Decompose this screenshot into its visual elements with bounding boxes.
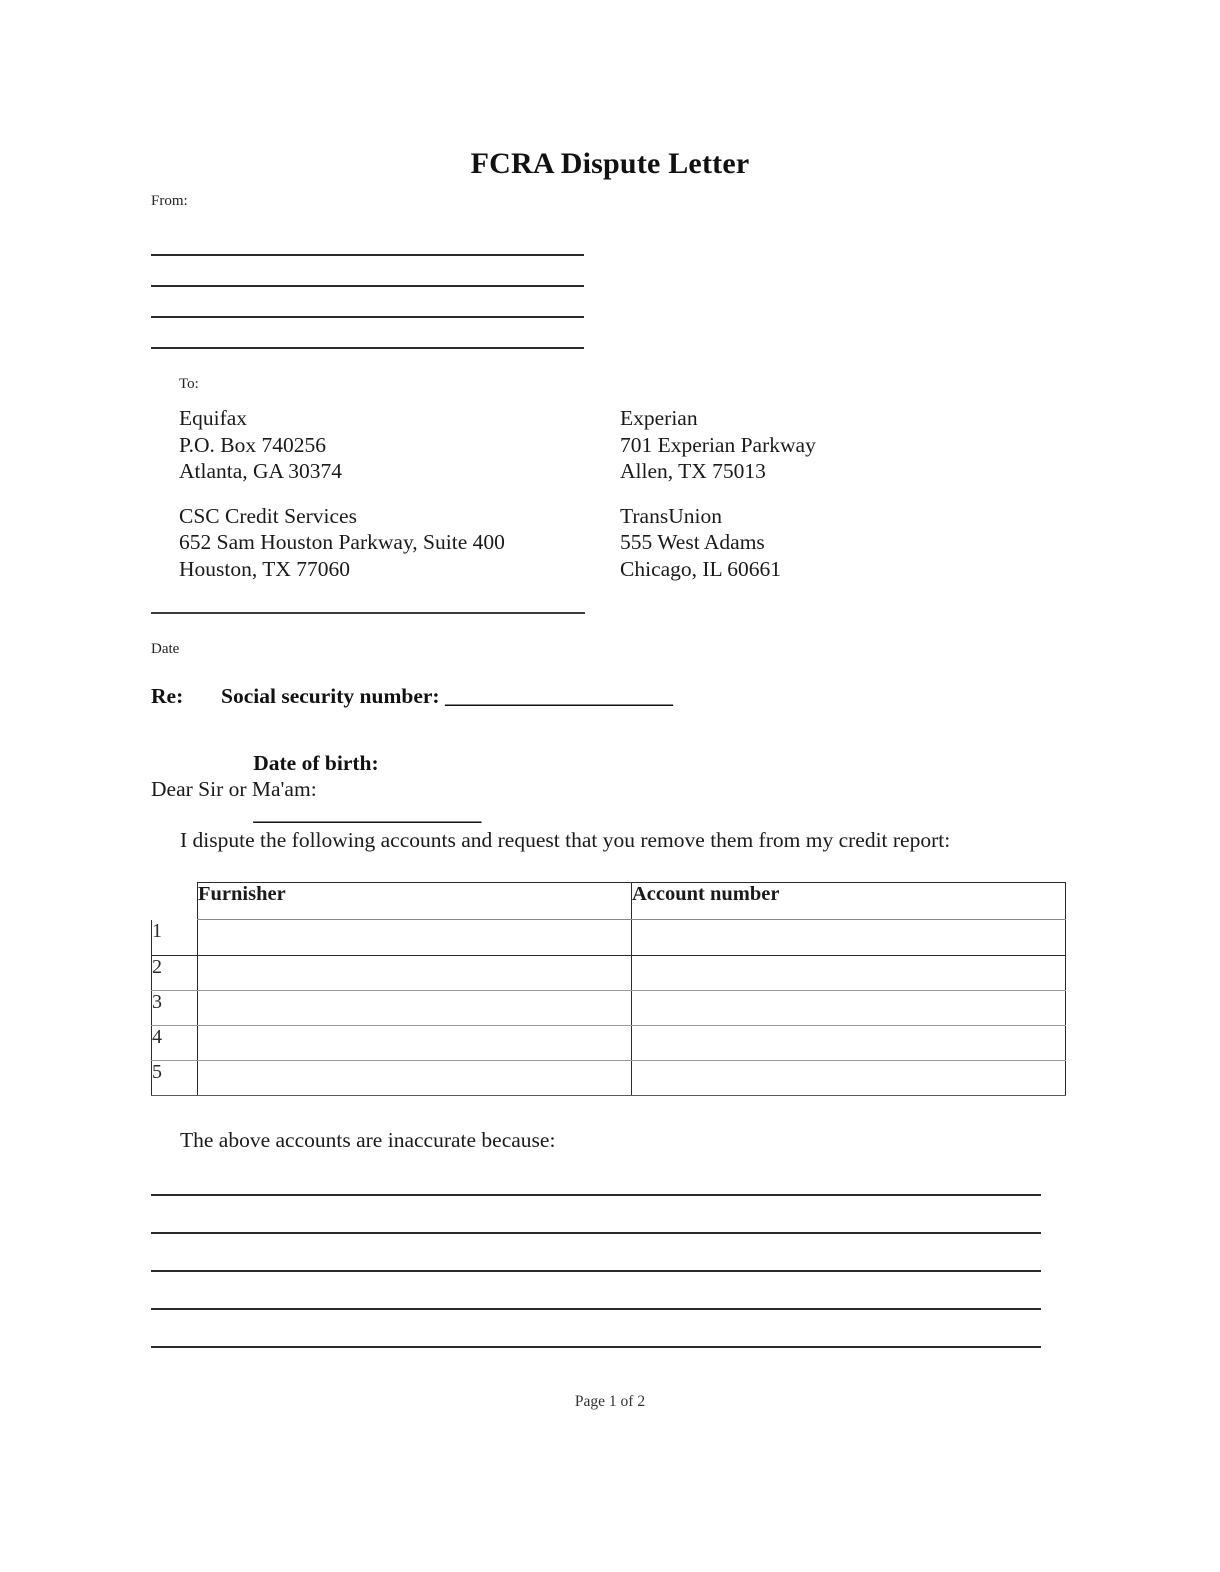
re-ssn-line <box>151 684 673 709</box>
cell-account-number[interactable] <box>632 956 1066 991</box>
cell-account-number[interactable] <box>632 920 1066 956</box>
recipient-name: Experian <box>620 406 698 430</box>
table-row <box>152 920 1066 956</box>
explanation-line-2[interactable] <box>151 1200 1041 1238</box>
page-footer: Page 1 of 2 <box>574 1393 646 1410</box>
dob-label: Date of birth: <box>253 751 379 775</box>
recipient-experian <box>620 405 1061 485</box>
recipient-street: 652 Sam Houston Parkway, Suite 400 <box>179 530 505 555</box>
explanation-line-1[interactable] <box>151 1162 1041 1200</box>
to-label: To: <box>179 376 199 392</box>
ssn-label: Social security number: <box>221 684 440 708</box>
cell-account-number[interactable] <box>632 1061 1066 1096</box>
explanation-line-5[interactable] <box>151 1314 1041 1352</box>
recipient-city: Allen, TX 75013 <box>620 459 766 484</box>
disputed-accounts-table <box>151 882 1066 1096</box>
salutation: Dear Sir or Ma'am: <box>151 777 317 801</box>
from-label: From: <box>151 193 188 209</box>
row-number: 2 <box>152 956 198 991</box>
from-blank-line-4[interactable] <box>151 323 584 354</box>
dob-blank-field[interactable]: ______________________ <box>253 801 481 825</box>
recipient-equifax <box>179 405 620 485</box>
from-blank-line-1[interactable] <box>151 230 584 261</box>
from-blank-line-2[interactable] <box>151 261 584 292</box>
header-furnisher: Furnisher <box>198 883 632 920</box>
intro-paragraph: I dispute the following accounts and request that you remove them from my credit report: <box>180 828 951 852</box>
table-row <box>152 1026 1066 1061</box>
re-tag: Re: <box>151 684 184 708</box>
table-row <box>152 991 1066 1026</box>
explanation-line-4[interactable] <box>151 1276 1041 1314</box>
recipient-name: TransUnion <box>620 503 722 528</box>
recipient-name: CSC Credit Services <box>179 503 357 528</box>
recipient-street: P.O. Box 740256 <box>179 432 326 457</box>
cell-account-number[interactable] <box>632 1026 1066 1061</box>
header-account-number: Account number <box>632 883 1066 920</box>
table-header-row <box>152 883 1066 920</box>
recipient-addresses <box>179 405 1079 601</box>
recipient-csc-credit-services <box>179 503 620 583</box>
cell-furnisher[interactable] <box>198 1026 632 1061</box>
recipient-street: 555 West Adams <box>620 530 765 555</box>
cell-furnisher[interactable] <box>198 920 632 956</box>
cell-furnisher[interactable] <box>198 991 632 1026</box>
cell-furnisher[interactable] <box>198 956 632 991</box>
explanation-blank-lines <box>151 1162 1041 1352</box>
row-number: 3 <box>152 991 198 1026</box>
row-number: 4 <box>152 1026 198 1061</box>
cell-furnisher[interactable] <box>198 1061 632 1096</box>
explanation-line-3[interactable] <box>151 1238 1041 1276</box>
table-row <box>152 956 1066 991</box>
recipient-city: Houston, TX 77060 <box>179 556 351 581</box>
row-number: 5 <box>152 1061 198 1096</box>
page-title: FCRA Dispute Letter <box>470 147 750 180</box>
date-blank-line[interactable] <box>151 612 585 614</box>
ssn-blank-field[interactable]: ______________________ <box>444 684 673 708</box>
header-row-number <box>152 883 198 920</box>
from-address-blanks <box>151 230 584 354</box>
row-number: 1 <box>152 920 198 956</box>
recipient-city: Atlanta, GA 30374 <box>179 459 343 484</box>
table-row <box>152 1061 1066 1096</box>
recipient-name: Equifax <box>179 406 248 430</box>
date-label: Date <box>151 641 180 657</box>
recipient-street: 701 Experian Parkway <box>620 432 816 457</box>
cell-account-number[interactable] <box>632 991 1066 1026</box>
recipient-transunion <box>620 503 1061 583</box>
recipient-city: Chicago, IL 60661 <box>620 556 782 581</box>
re-block <box>151 684 673 851</box>
from-blank-line-3[interactable] <box>151 292 584 323</box>
recipient-row <box>179 405 1079 485</box>
recipient-row <box>179 503 1079 583</box>
explanation-prompt: The above accounts are inaccurate because: <box>180 1128 556 1152</box>
